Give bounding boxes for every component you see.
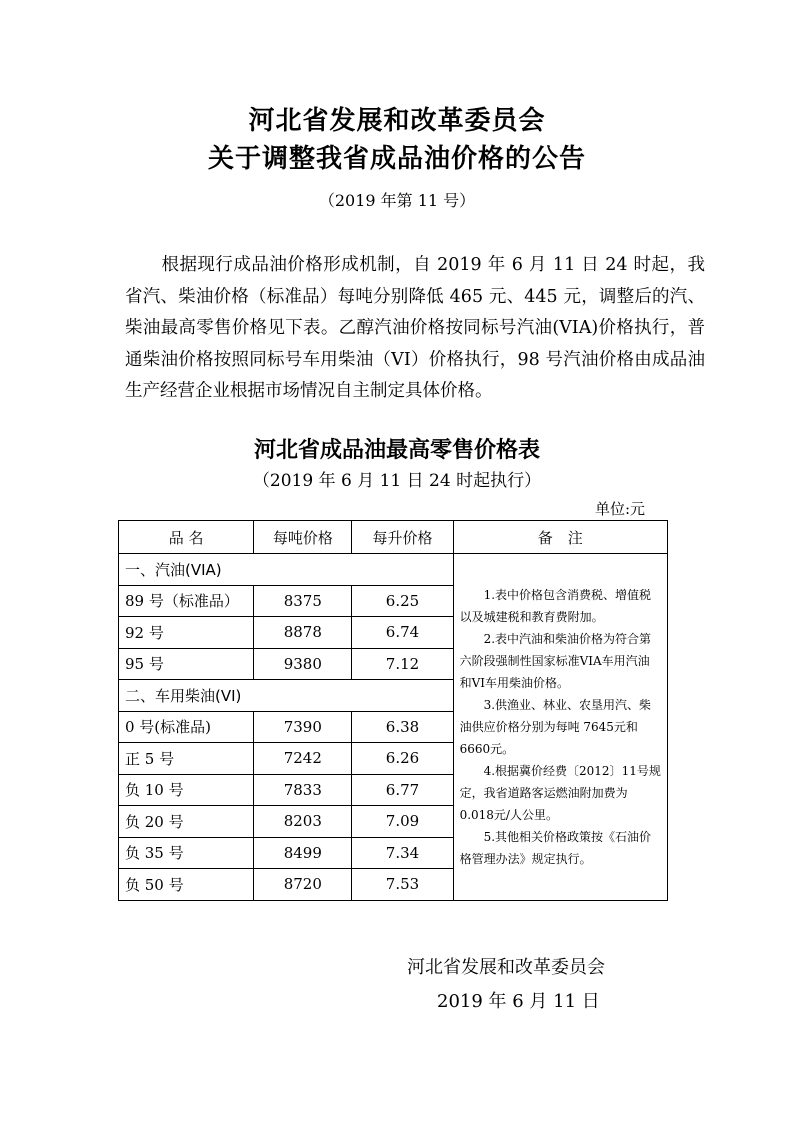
remarks-cell bbox=[453, 554, 667, 901]
product-name: 正 5 号 bbox=[119, 743, 254, 775]
price-per-liter: 6.77 bbox=[352, 774, 453, 806]
product-name: 92 号 bbox=[119, 617, 254, 649]
body-text: 根据现行成品油价格形成机制，自 2019 年 6 月 11 日 24 时起，我省汽、柴油价格（标准品）每吨分别降低 465 元、445 元，调整后的汽、柴油最高零售价格见下表。乙醇汽油价格按同标号汽油(VIA)价格执行，普通柴油价格按照同标号车用柴油（VI）价格执行，98 号汽油价格由成品油生产经营企业根据市场情况自主制定具体价格。 bbox=[125, 255, 705, 401]
price-per-ton: 8375 bbox=[254, 585, 352, 617]
price-per-ton: 8499 bbox=[254, 837, 352, 869]
body-paragraph bbox=[125, 250, 705, 408]
signature-date: 2019 年 6 月 11 日 bbox=[437, 991, 600, 1012]
product-name: 0 号(标准品) bbox=[119, 711, 254, 743]
price-per-ton: 8203 bbox=[254, 806, 352, 838]
note-item: 2.表中汽油和柴油价格为符合第六阶段强制性国家标准VIA车用汽油和VI车用柴油价格。 bbox=[459, 631, 652, 690]
price-per-liter: 6.26 bbox=[352, 743, 453, 775]
price-per-ton: 7833 bbox=[254, 774, 352, 806]
header-name: 品 名 bbox=[119, 521, 254, 554]
product-name: 89 号（标准品） bbox=[119, 585, 254, 617]
price-per-ton: 8878 bbox=[254, 617, 352, 649]
section-row-gasoline bbox=[119, 554, 668, 586]
unit-label: 单位:元 bbox=[595, 500, 646, 518]
document-number: （2019 年第 11 号） bbox=[318, 191, 476, 210]
section-label-gasoline: 一、汽油(VIA) bbox=[119, 554, 454, 586]
price-per-ton: 9380 bbox=[254, 648, 352, 680]
title-line-2: 关于调整我省成品油价格的公告 bbox=[207, 144, 586, 174]
price-per-ton: 7242 bbox=[254, 743, 352, 775]
note-item: 4.根据冀价经费〔2012〕11号规定，我省道路客运燃油附加费为0.018元/人公里。 bbox=[459, 763, 661, 822]
table-header-row bbox=[119, 521, 668, 554]
note-item: 5.其他相关价格政策按《石油价格管理办法》规定执行。 bbox=[459, 829, 652, 866]
header-per-ton: 每吨价格 bbox=[254, 521, 352, 554]
header-per-liter: 每升价格 bbox=[352, 521, 453, 554]
product-name: 负 35 号 bbox=[119, 837, 254, 869]
price-per-liter: 7.34 bbox=[352, 837, 453, 869]
note-item: 3.供渔业、林业、农垦用汽、柴油供应价格分别为每吨 7645元和6660元。 bbox=[459, 697, 652, 756]
price-per-liter: 7.53 bbox=[352, 869, 453, 901]
table-title: 河北省成品油最高零售价格表 bbox=[253, 437, 540, 463]
price-per-liter: 6.74 bbox=[352, 617, 453, 649]
product-name: 负 50 号 bbox=[119, 869, 254, 901]
price-per-liter: 7.09 bbox=[352, 806, 453, 838]
product-name: 负 10 号 bbox=[119, 774, 254, 806]
price-per-liter: 7.12 bbox=[352, 648, 453, 680]
product-name: 95 号 bbox=[119, 648, 254, 680]
header-remarks: 备 注 bbox=[453, 521, 667, 554]
section-label-diesel: 二、车用柴油(VI) bbox=[119, 680, 454, 712]
price-per-ton: 8720 bbox=[254, 869, 352, 901]
note-item: 1.表中价格包含消费税、增值税以及城建税和教育费附加。 bbox=[459, 587, 652, 624]
table-subtitle: （2019 年 6 月 11 日 24 时起执行） bbox=[252, 471, 542, 491]
price-per-liter: 6.25 bbox=[352, 585, 453, 617]
signature-organization: 河北省发展和改革委员会 bbox=[407, 957, 605, 978]
price-per-liter: 6.38 bbox=[352, 711, 453, 743]
title-line-1: 河北省发展和改革委员会 bbox=[248, 106, 546, 136]
product-name: 负 20 号 bbox=[119, 806, 254, 838]
price-per-ton: 7390 bbox=[254, 711, 352, 743]
price-table bbox=[118, 520, 668, 901]
